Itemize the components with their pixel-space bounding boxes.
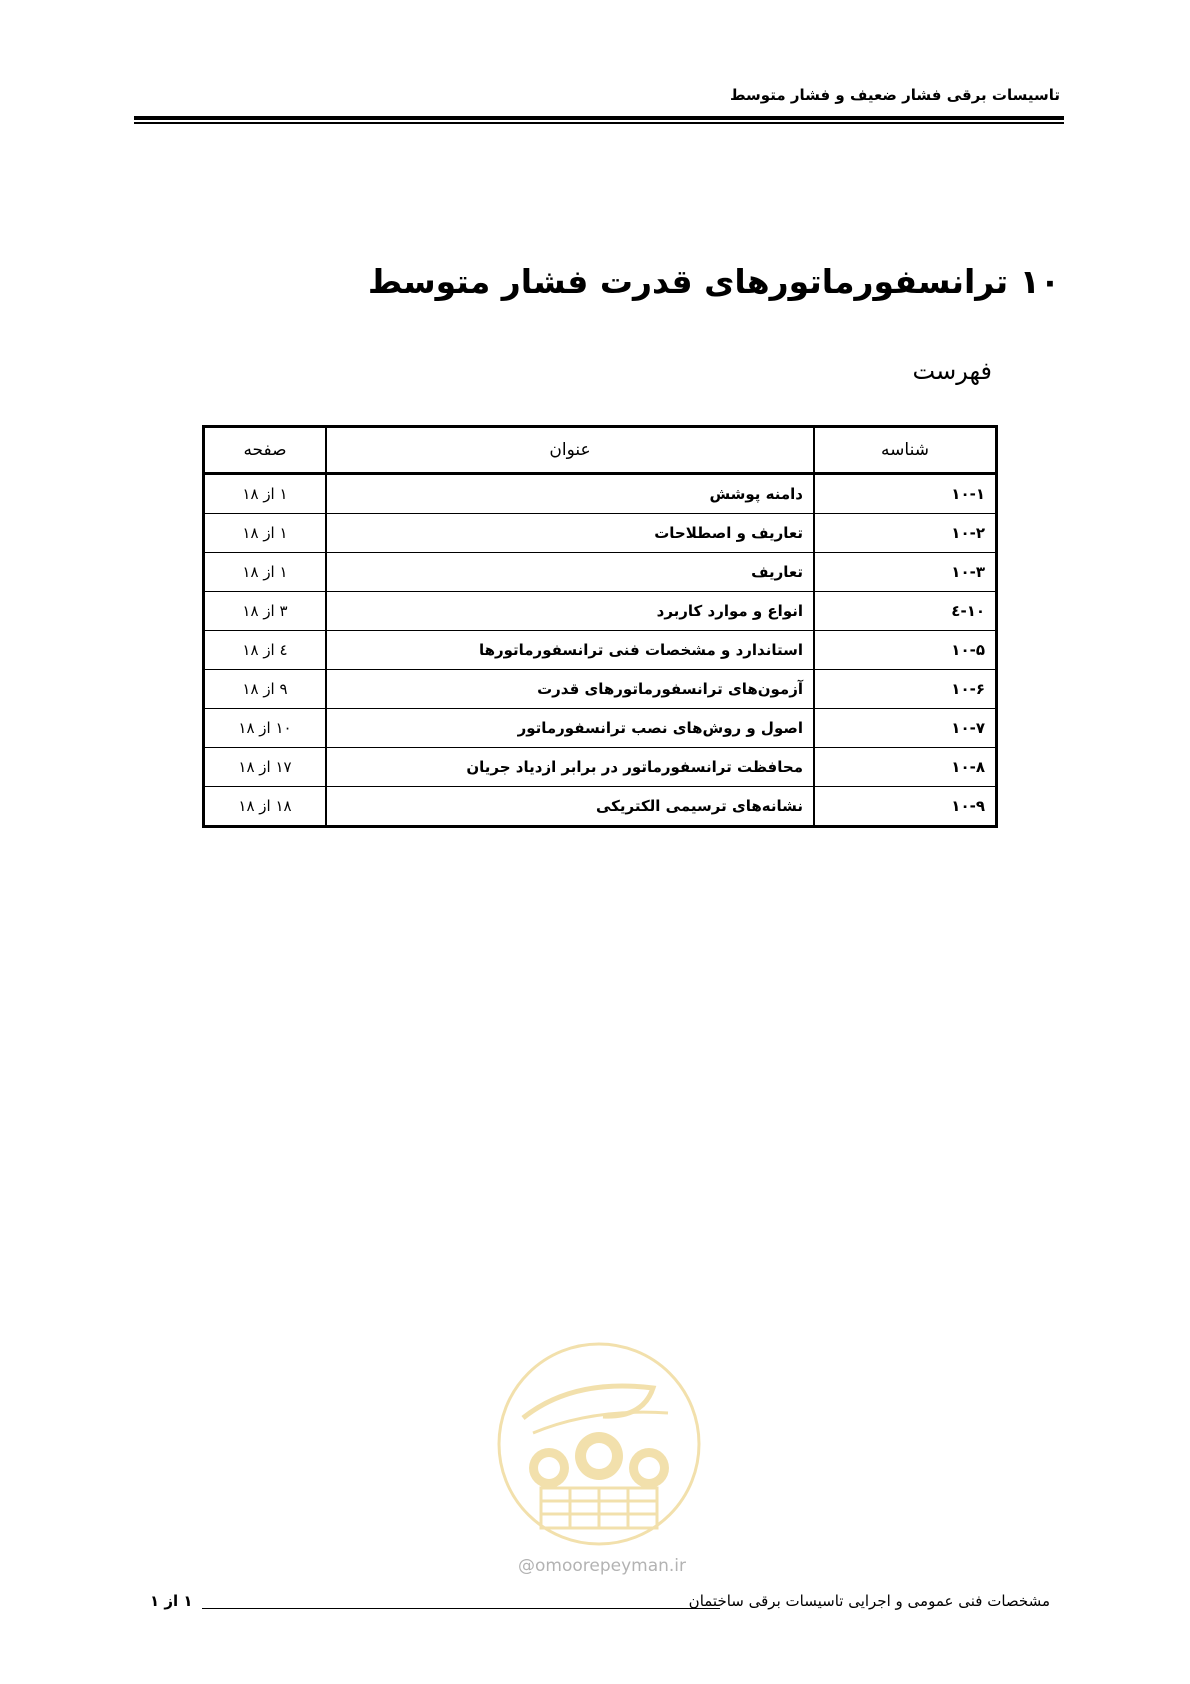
toc-header-row — [204, 427, 997, 474]
chapter-title: ۱۰ ترانسفورماتورهای قدرت فشار متوسط — [367, 262, 1060, 301]
watermark-logo — [493, 1338, 705, 1550]
toc-id-cell: ۱۰-٤ — [814, 592, 997, 631]
toc-title-cell: آزمون‌های ترانسفورماتورهای قدرت — [326, 670, 814, 709]
toc-table — [202, 425, 998, 828]
toc-id-cell: ۱۰-۲ — [814, 514, 997, 553]
toc-page-cell: ۱ از ۱۸ — [204, 514, 327, 553]
toc-page-cell: ٤ از ۱۸ — [204, 631, 327, 670]
table-row[interactable] — [204, 787, 997, 827]
toc-id-cell: ۱۰-۵ — [814, 631, 997, 670]
toc-title-cell: دامنه پوشش — [326, 474, 814, 514]
watermark-url: @omoorepeyman.ir — [517, 1556, 687, 1576]
table-row[interactable] — [204, 709, 997, 748]
header-rule — [134, 116, 1064, 124]
toc-page-cell: ۳ از ۱۸ — [204, 592, 327, 631]
toc-page-cell: ۱۰ از ۱۸ — [204, 709, 327, 748]
column-header-page: صفحه — [204, 427, 327, 474]
table-row[interactable] — [204, 474, 997, 514]
footer-page-number: ۱ از ۱ — [150, 1592, 193, 1610]
toc-id-cell: ۱۰-۶ — [814, 670, 997, 709]
toc-id-cell: ۱۰-۹ — [814, 787, 997, 827]
toc-title-cell: نشانه‌های ترسیمی الکتریکی — [326, 787, 814, 827]
table-row[interactable] — [204, 670, 997, 709]
toc-title-cell: محافظت ترانسفورماتور در برابر ازدیاد جریان — [326, 748, 814, 787]
toc-page-cell: ۱۸ از ۱۸ — [204, 787, 327, 827]
footer-text: مشخصات فنی عمومی و اجرایی تاسیسات برقی ساختمان — [688, 1592, 1050, 1610]
toc-title-cell: تعاریف و اصطلاحات — [326, 514, 814, 553]
toc-page-cell: ۱ از ۱۸ — [204, 553, 327, 592]
table-row[interactable] — [204, 553, 997, 592]
toc-title-cell: انواع و موارد کاربرد — [326, 592, 814, 631]
table-row[interactable] — [204, 631, 997, 670]
toc-title-cell: اصول و روش‌های نصب ترانسفورماتور — [326, 709, 814, 748]
column-header-title: عنوان — [326, 427, 814, 474]
toc-page-cell: ۹ از ۱۸ — [204, 670, 327, 709]
footer-rule — [202, 1608, 720, 1609]
column-header-id: شناسه — [814, 427, 997, 474]
table-row[interactable] — [204, 514, 997, 553]
toc-id-cell: ۱۰-۱ — [814, 474, 997, 514]
toc-id-cell: ۱۰-۸ — [814, 748, 997, 787]
toc-title-cell: استاندارد و مشخصات فنی ترانسفورماتورها — [326, 631, 814, 670]
toc-page-cell: ۱ از ۱۸ — [204, 474, 327, 514]
page-footer — [150, 1592, 1050, 1616]
table-row[interactable] — [204, 748, 997, 787]
toc-id-cell: ۱۰-۷ — [814, 709, 997, 748]
running-header: تاسیسات برقی فشار ضعیف و فشار متوسط — [729, 86, 1060, 104]
toc-page-cell: ۱۷ از ۱۸ — [204, 748, 327, 787]
toc-heading: فهرست — [912, 357, 992, 385]
toc-title-cell: تعاریف — [326, 553, 814, 592]
toc-id-cell: ۱۰-۳ — [814, 553, 997, 592]
table-row[interactable] — [204, 592, 997, 631]
